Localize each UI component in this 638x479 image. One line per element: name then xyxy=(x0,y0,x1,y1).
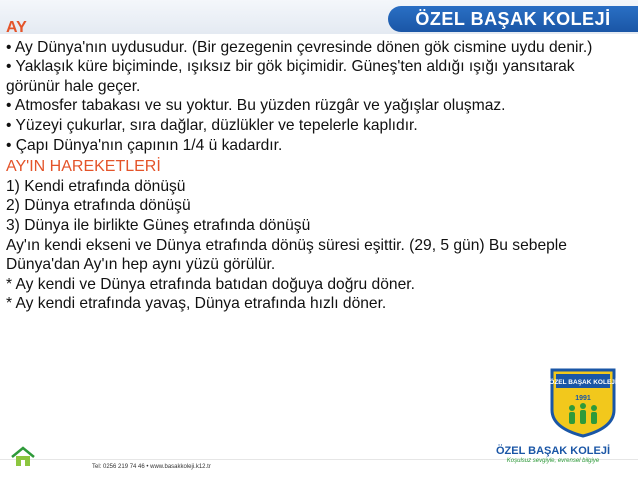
brand-title: ÖZEL BAŞAK KOLEJİ xyxy=(415,8,611,29)
section-title-ay: AY xyxy=(6,19,27,36)
footer-brand xyxy=(478,445,628,464)
bullet-line: • Yüzeyi çukurlar, sıra dağlar, düzlükler ve tepelerle kaplıdır. xyxy=(6,116,418,134)
list-line: 1) Kendi etrafında dönüşü xyxy=(6,177,186,195)
list-line: Ay'ın kendi ekseni ve Dünya etrafında dönüş süresi eşittir. (29, 5 gün) Bu sebeple Dünya'dan Ay'ın hep aynı yüzü görülür. xyxy=(6,236,567,274)
list-line: * Ay kendi etrafında yavaş, Dünya etrafında hızlı döner. xyxy=(6,295,387,313)
list-line: 3) Dünya ile birlikte Güneş etrafında dönüşü xyxy=(6,216,311,234)
badge-name: ÖZEL BAŞAK KOLEJİ xyxy=(549,379,617,386)
list-line: * Ay kendi ve Dünya etrafında batıdan doğuya doğru döner. xyxy=(6,275,415,293)
footer-contact: Tel: 0256 219 74 46 • www.basakkoleji.k12.tr xyxy=(92,464,211,470)
bullet-line: • Atmosfer tabakası ve su yoktur. Bu yüzden rüzgâr ve yağışlar oluşmaz. xyxy=(6,97,506,115)
school-badge-logo xyxy=(548,366,618,438)
bullet-line: • Ay Dünya'nın uydusudur. (Bir gezegenin çevresinde dönen gök cismine uydu denir.) xyxy=(6,38,593,56)
bullet-line: • Çapı Dünya'nın çapının 1/4 ü kadardır. xyxy=(6,136,283,154)
home-icon xyxy=(10,446,36,468)
bullet-line: • Yaklaşık küre biçiminde, ışıksız bir gök biçimidir. Güneş'ten aldığı ışığı yansıtarak görünür hale geçer. xyxy=(6,58,575,95)
list-line: 2) Dünya etrafında dönüşü xyxy=(6,197,191,215)
slide-content xyxy=(6,18,626,314)
footer-brand-name: ÖZEL BAŞAK KOLEJİ xyxy=(495,445,611,457)
footer-slogan: Koşulsuz sevgiyle, evrensel bilgiye xyxy=(506,458,600,464)
section-title-hareketler: AY'IN HAREKETLERİ xyxy=(6,158,161,176)
badge-year: 1991 xyxy=(575,395,591,402)
